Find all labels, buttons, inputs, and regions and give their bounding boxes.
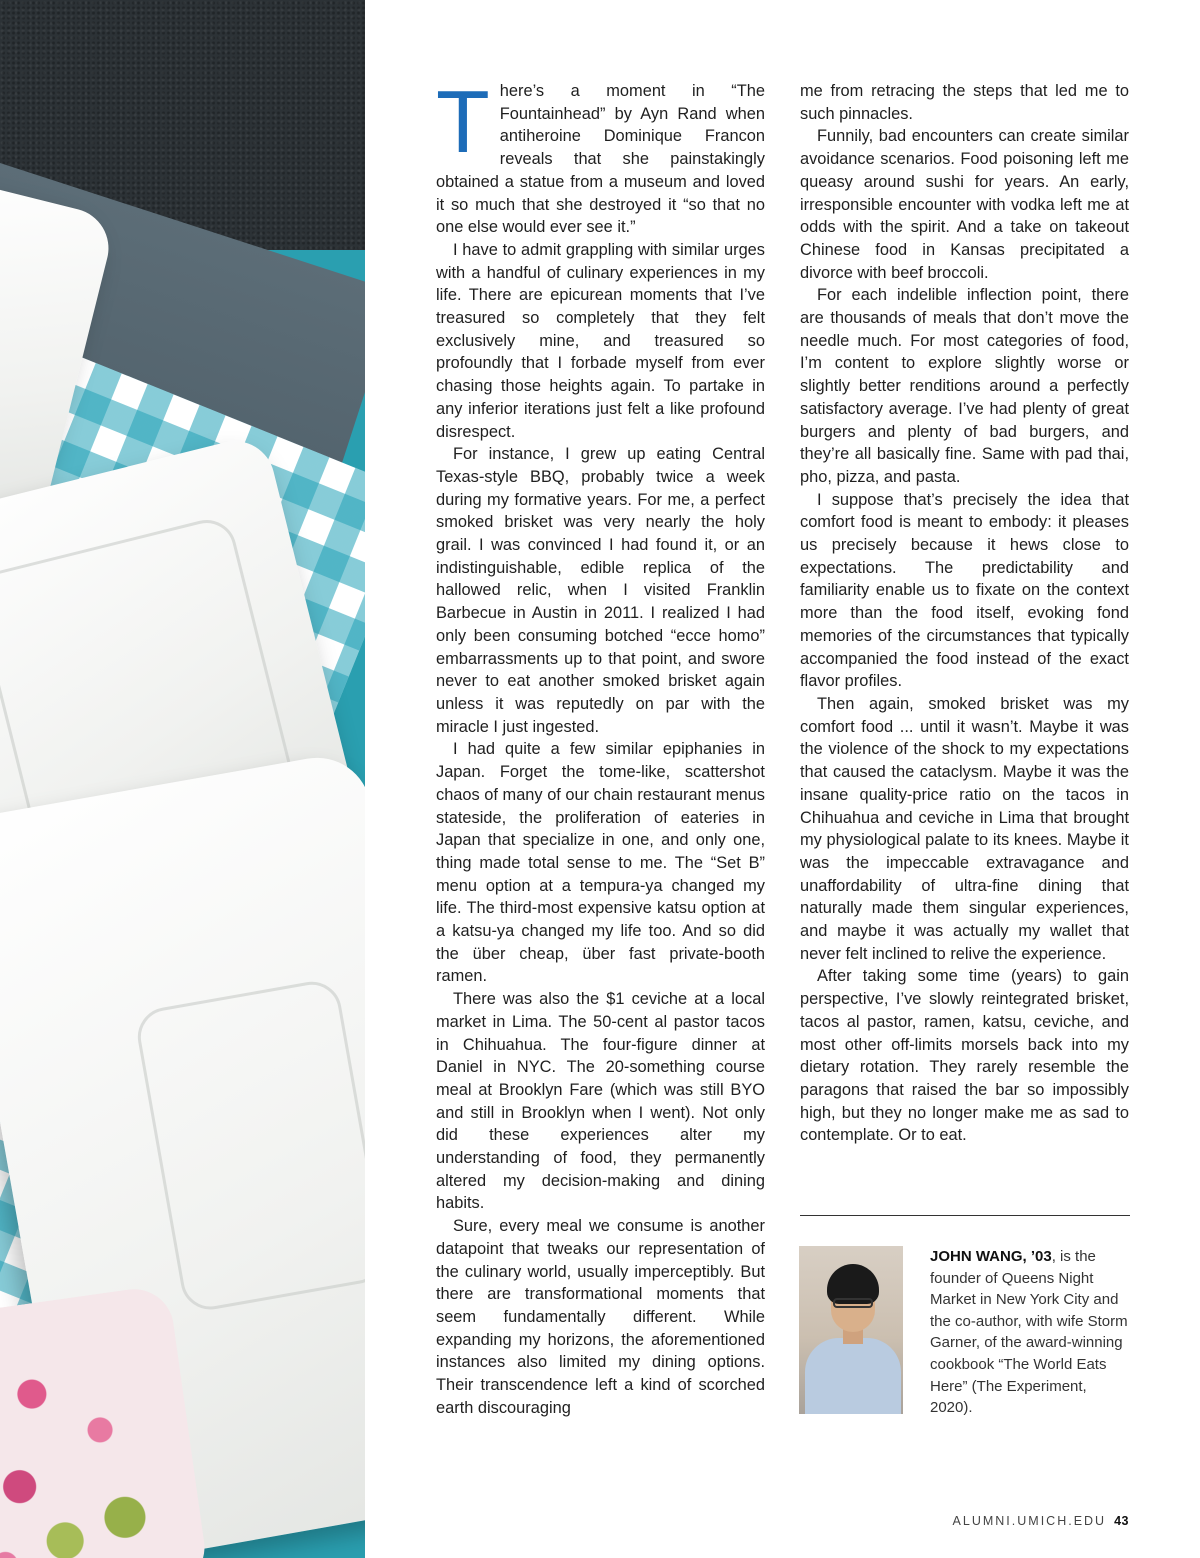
drop-cap: T — [436, 72, 490, 171]
paragraph: Sure, every meal we consume is another datapoint that tweaks our representation of the culinary world, usually imperceptibly. But there are transformational moments that seem fundamentally different. While expanding my horizons, the aforementioned instances also limited my dining options. Their transcendence left a kind of scorched earth discouraging — [436, 1217, 765, 1417]
food-photo — [0, 0, 365, 1558]
paragraph: For each indelible inflection point, there are thousands of meals that don’t move the needle much. For most categories of food, I’m content to explore slightly worse or slightly better renditions around a perfectly satisfactory average. I’ve had plenty of great burgers and plenty of bad burgers, and they’re all basically fine. Same with pad thai, pho, pizza, and pasta. — [800, 286, 1129, 486]
paragraph: For instance, I grew up eating Central Texas-style BBQ, probably twice a week during my formative years. For me, a perfect smoked brisket was very nearly the holy grail. I was convinced I had found it, or an indistinguishable, edible replica of the hallowed relic, when I visited Franklin Barbecue in Austin in 2011. I realized I had only been consuming botched “ecce homo” embarrassments up to that point, and swore never to eat another smoked brisket again unless it was reputedly on par with the miracle I just ingested. — [436, 445, 765, 736]
paragraph: Funnily, bad encounters can create similar avoidance scenarios. Food poisoning left me queasy around sushi for years. An early, irresponsible encounter with vodka left me at odds with the spirit. And a take on takeout Chinese food in Kansas precipitated a divorce with beef broccoli. — [800, 127, 1129, 282]
author-bio-text: , is the founder of Queens Night Market in New York City and the co-author, with wife Storm Garner, of the award-winning cookbook “The World Eats Here” (The Experiment, 2020). — [930, 1248, 1128, 1417]
paragraph: There’s a moment in “The Fountainhead” by Ayn Rand when antiheroine Dominique Francon reveals that she painstakingly obtained a statue from a museum and loved it so much that she destroyed it “so that no one else would ever see it.” — [436, 72, 765, 237]
paragraph: I had quite a few similar epiphanies in Japan. Forget the tome-like, scattershot chaos of many of our chain restaurant menus stateside, the proliferation of eateries in Japan that specialize in one, and only one, thing made total sense to me. The “Set B” menu option at a tempura-ya changed my life. The third-most expensive katsu option at a katsu-ya changed my life too. And so did the über cheap, über fast private-booth ramen. — [436, 740, 765, 986]
author-shirt — [805, 1338, 901, 1414]
paragraph: Then again, smoked brisket was my comfort food ... until it wasn’t. Maybe it was the violence of the shock to my expectations that caused the cataclysm. Maybe it was the insane quality-price ratio on the tacos in Chihuahua and ceviche in Lima that brought my physiological palate to its knees. Maybe it was the impeccable extravagance and unaffordability of ultra-fine dining that naturally made them singular experiences, and maybe it was actually my wallet that never felt inclined to relive the experience. — [800, 694, 1129, 963]
article-column-2 — [800, 80, 1129, 1147]
website-url: ALUMNI.UMICH.EDU — [952, 1514, 1107, 1528]
paragraph: There was also the $1 ceviche at a local market in Lima. The 50-cent al pastor tacos in Chihuahua. The four-figure dinner at Daniel in NYC. The 20-something course meal at Brooklyn Fare (which was still BYO and still in Brooklyn when I went). Not only did these experiences alter my understanding of food, they permanently altered my decision-making and dining habits. — [436, 990, 765, 1213]
author-bio — [930, 1246, 1130, 1419]
paragraph: I suppose that’s precisely the idea that comfort food is meant to embody: it pleases us precisely because it hews close to expectations. The predictability and familiarity enable us to fixate on the context more than the food itself, evoking fond memories of the circumstances that typically accompanied the food instead of the exact flavor profiles. — [800, 490, 1129, 691]
article-column-1 — [436, 72, 765, 1419]
bio-divider — [800, 1215, 1130, 1216]
paragraph: me from retracing the steps that led me to such pinnacles. — [800, 82, 1129, 123]
paragraph: I have to admit grappling with similar urges with a handful of culinary experiences in my life. There are epicurean moments that I’ve treasured so completely that they felt exclusively mine, and treasured so profoundly that I forbade myself from ever chasing those heights again. To partake in any inferior iterations just felt a like profound disrespect. — [436, 240, 765, 441]
author-name: JOHN WANG, ’03 — [930, 1248, 1052, 1265]
author-glasses — [833, 1298, 873, 1308]
page-footer — [953, 1514, 1129, 1528]
paragraph: After taking some time (years) to gain perspective, I’ve slowly reintegrated brisket, tacos al pastor, ramen, katsu, ceviche, and most other off-limits morsels back into my dietary rotation. They rarely resemble the paragons that raised the bar so impossibly high, but they no longer make me as sad to contemplate. Or to eat. — [800, 967, 1129, 1145]
page-number: 43 — [1114, 1514, 1129, 1528]
author-photo — [799, 1246, 903, 1414]
container-lid — [133, 977, 365, 1314]
